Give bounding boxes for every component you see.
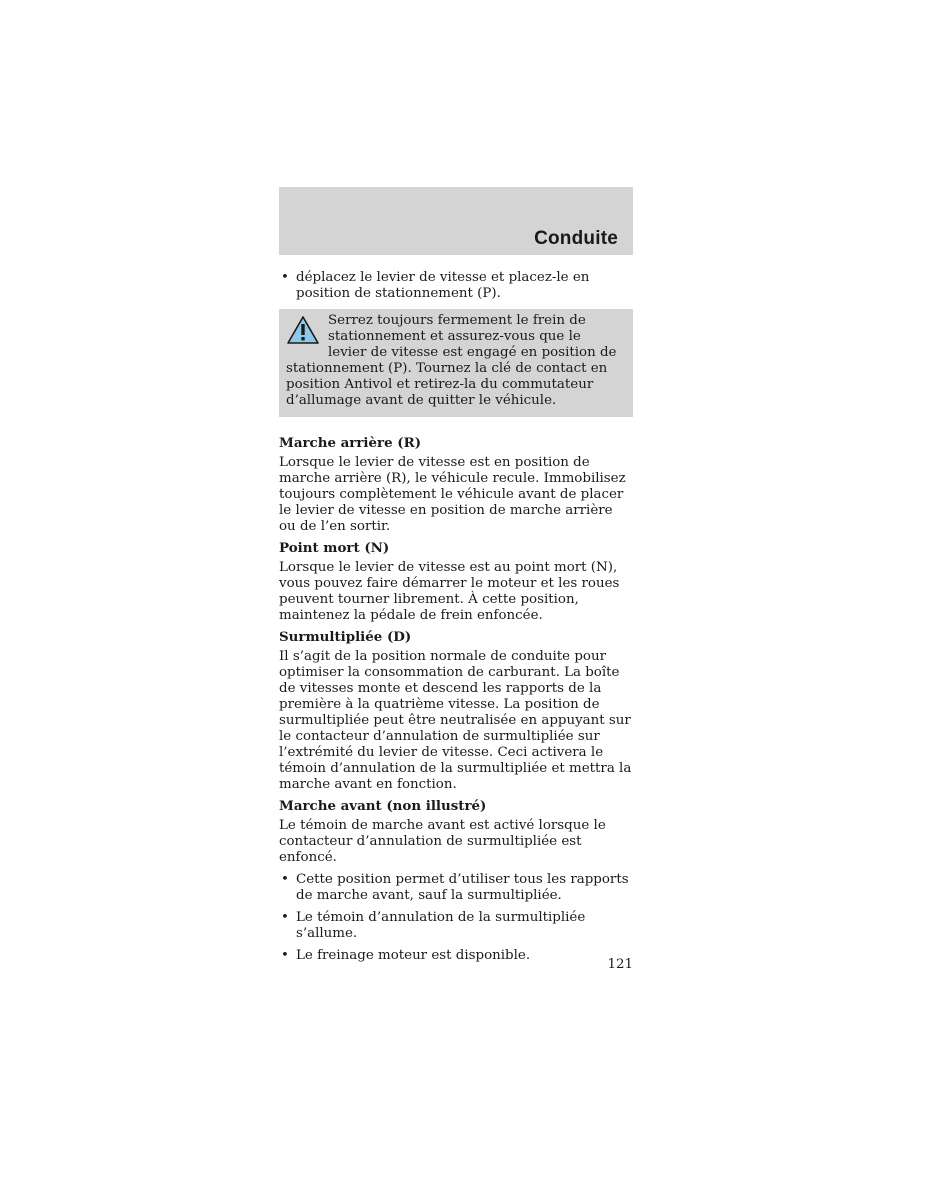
section-heading: Point mort (N) [279,540,390,556]
section-body: Il s’agit de la position normale de conduite pour optimiser la consommation de carburant. La boîte de vitesses monte et descend les rapports de la première à la quatrième vitesse. La position de surmultipliée peut être neutralisée en appuyant sur le contacteur d’annulation de surmultipliée sur l’extrémité du levier de vitesse. Ceci activera le témoin d’annulation de la surmultipliée et mettra la marche avant en fonction. [279,649,632,792]
section-body: Lorsque le levier de vitesse est en position de marche arrière (R), le véhicule recule. Immobilisez toujours complètement le véhicule avant de placer le levier de vitesse en position de marche arrière ou de l’en sortir. [279,455,626,534]
list-item-text: déplacez le levier de vitesse et placez-le en position de stationnement (P). [296,270,590,301]
section-body: Le témoin de marche avant est activé lorsque le contacteur d’annulation de surmultipliée est enfoncé. [279,818,606,865]
list-item-text: Le freinage moteur est disponible. [296,948,531,963]
bullet-icon: • [281,910,289,925]
list-item-text: Cette position permet d’utiliser tous les rapports de marche avant, sauf la surmultipliée. [296,872,629,903]
bullet-icon: • [281,948,289,963]
section-title: Conduite [534,228,618,249]
warning-triangle-icon [286,315,320,345]
list-item [279,910,633,942]
list-item [279,270,633,302]
bullet-icon: • [281,872,289,887]
section-heading: Marche avant (non illustré) [279,798,487,814]
section-header [279,187,633,255]
warning-box [279,309,633,417]
section-heading: Surmultipliée (D) [279,629,412,645]
bullet-icon: • [281,270,289,285]
page-number: 121 [607,957,633,972]
page-content [279,270,633,964]
section-body: Lorsque le levier de vitesse est au point mort (N), vous pouvez faire démarrer le moteur et les roues peuvent tourner librement. À cette position, maintenez la pédale de frein enfoncée. [279,560,620,623]
section-heading: Marche arrière (R) [279,435,422,451]
list-item-text: Le témoin d’annulation de la surmultipliée s’allume. [296,910,586,941]
warning-text: Serrez toujours fermement le frein de stationnement et assurez-vous que le levier de vitesse est engagé en position de stationnement (P). Tournez la clé de contact en position Antivol et retirez-la du commutateur d’allumage avant de quitter le véhicule. [286,313,617,408]
list-item [279,872,633,904]
